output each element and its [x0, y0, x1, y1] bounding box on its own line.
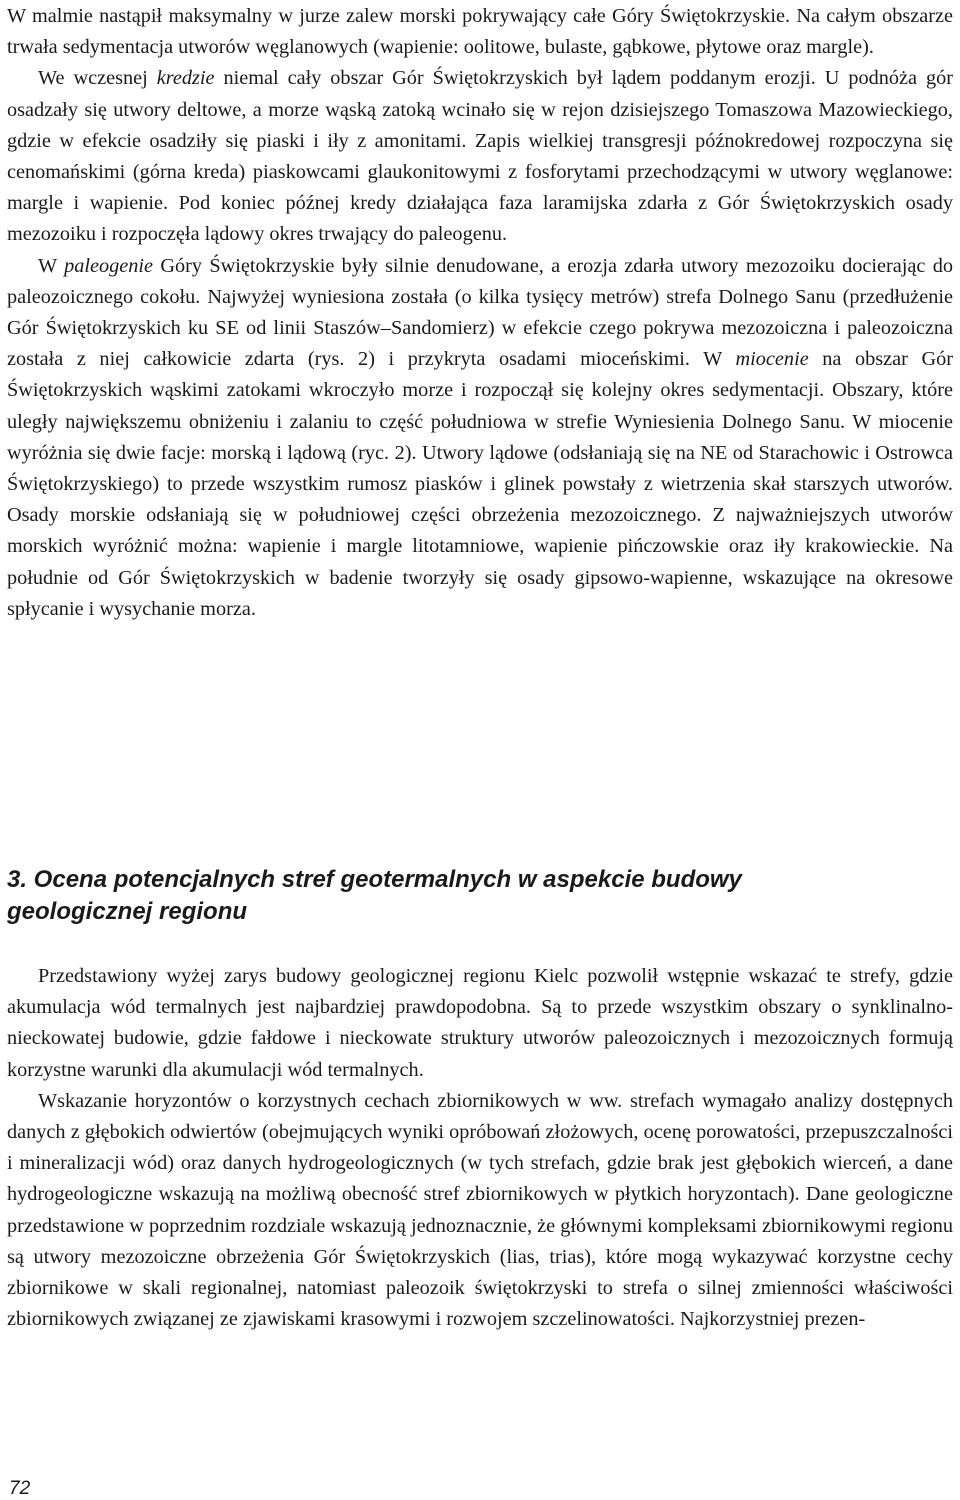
paragraph-text: W	[38, 254, 65, 277]
page-number: 72	[9, 1478, 31, 1499]
paragraph-text: niemal cały obszar Gór Świętokrzyskich był lądem poddanym erozji. U podnóża gór osadzały się utwory deltowe, a morze wąską zatoką wcinało się w rejon dzisiejszego Tomaszowa Mazowieckiego, gdzie w efekcie osadziły się piaski i iły z amonitami. Zapis wielkiej transgresji późnokredowej rozpoczyna się cenomańskimi (górna kreda) piaskowcami glaukonitowymi z fosforytami przechodzącymi w utwory węglanowe: margle i wapienie. Pod koniec późnej kredy działająca faza laramijska zdarła z Gór Świętokrzyskich osady mezozoiku i rozpoczęła lądowy okres trwający do paleogenu.	[7, 67, 954, 246]
paragraph-paleogen	[7, 251, 953, 625]
italic-term: miocenie	[735, 348, 809, 371]
section-heading-line: 3. Ocena potencjalnych stref geotermalnych w aspekcie budowy	[7, 866, 742, 893]
italic-term: kredzie	[156, 67, 215, 90]
paragraph-kreda	[7, 63, 953, 250]
paragraph-text: Góry Świętokrzyskie były silnie denudowane, a erozja zdarła utwory mezozoiku docierając do paleozoicznego cokołu. Najwyżej wyniesiona została (o kilka tysięcy metrów) strefa Dolnego Sanu (przedłużenie Gór Świętokrzyskich ku SE od linii Staszów–Sandomierz) w efekcie czego pokrywa mezozoiczna i paleozoiczna została z niej całkowicie zdarta (rys. 2) i przykryta osadami mioceńskimi. W	[7, 254, 953, 371]
section-heading-line: geologicznej regionu	[7, 898, 248, 925]
paragraph-text: na obszar Gór Świętokrzyskich wąskimi zatokami wkroczyło morze i rozpoczął się kolejny okres sedymentacji. Obszary, które uległy największemu obniżeniu i zalaniu to część południowa w strefie Wyniesienia Dolnego Sanu. W miocenie wyróżnia się dwie facje: morską i lądową (ryc. 2). Utwory lądowe (odsłaniają się na NE od Starachowic i Ostrowca Świętokrzyskiego) to przede wszystkim rumosz piasków i glinek powstały z wietrzenia skał starszych utworów. Osady morskie odsłaniają się w południowej części obrzeżenia mezozoicznego. Z najważniejszych utworów morskich wyróżnić można: wapienie i margle litotamniowe, wapienie pińczowskie oraz iły krakowieckie. Na południe od Gór Świętokrzyskich w badenie tworzyły się osady gipsowo-wapienne, wskazujące na okresowe spłycanie i wysychanie morza.	[7, 348, 953, 620]
body-text-top	[7, 1, 953, 625]
section-heading	[7, 864, 907, 928]
body-text-bottom	[7, 961, 953, 1335]
paragraph-malm: W malmie nastąpił maksymalny w jurze zalew morski pokrywający całe Góry Świętokrzyskie. Na całym obszarze trwała sedymentacja utworów węglanowych (wapienie: oolitowe, bulaste, gąbkowe, płytowe oraz margle).	[7, 5, 953, 59]
paragraph-horizons: Wskazanie horyzontów o korzystnych cechach zbiornikowych w ww. strefach wymagało analizy dostępnych danych z głębokich odwiertów (obejmujących wyniki opróbowań złożowych, ocenę porowatości, przepuszczalności i mineralizacji wód) oraz danych hydrogeologicznych (w tych strefach, gdzie brak jest głębokich wierceń, a dane hydrogeologiczne wskazują na możliwą obecność stref zbiornikowych w płytkich horyzontach). Dane geologiczne przedstawione w poprzednim rozdziale wskazują jednoznacznie, że głównymi kompleksami zbiornikowymi regionu są utwory mezozoiczne obrzeżenia Gór Świętokrzyskich (lias, trias), które mogą wykazywać korzystne cechy zbiornikowe w skali regionalnej, natomiast paleozoik świętokrzyski to strefa o silnej zmienności właściwości zbiornikowych związanej ze zjawiskami krasowymi i rozwojem szczelinowatości. Najkorzystniej prezen-	[7, 1089, 953, 1331]
paragraph-intro: Przedstawiony wyżej zarys budowy geologicznej regionu Kielc pozwolił wstępnie wskazać te strefy, gdzie akumulacja wód termalnych jest najbardziej prawdopodobna. Są to przede wszystkim obszary o synklinalno-nieckowatej budowie, gdzie fałdowe i nieckowate struktury utworów paleozoicznych i mezozoicznych formują korzystne warunki dla akumulacji wód termalnych.	[7, 965, 953, 1081]
paragraph-text: We wczesnej	[38, 67, 157, 90]
italic-term: paleogenie	[64, 254, 154, 277]
